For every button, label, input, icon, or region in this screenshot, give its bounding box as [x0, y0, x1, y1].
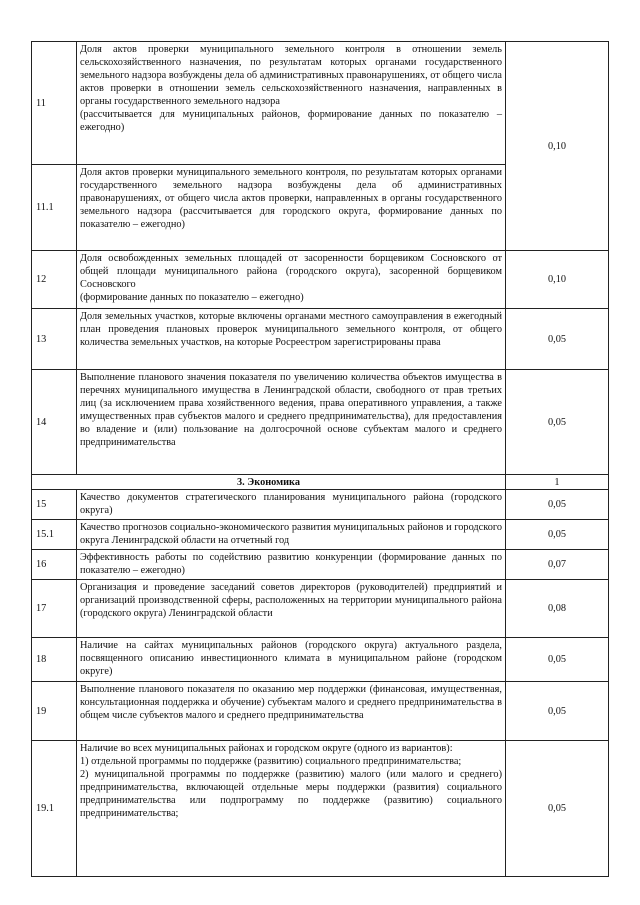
indicator-description: Наличие на сайтах муниципальных районов (городского округа) актуального раздела, посвященного описанию инвестиционного климата в муниципальном районе (городском округе)	[77, 638, 506, 682]
indicator-description: Доля актов проверки муниципального земельного контроля в отношении земель сельскохозяйственного назначения, по результатам которых органами государственного земельного надзора возбуждены дела об административных правонарушениях, от общего числа актов проверки в отношении земель сельскохозяйственного назначения, направленных в органы государственного земельного надзора	[80, 44, 502, 107]
row-number: 17	[32, 580, 77, 638]
indicator-description: Качество прогнозов социально-экономического развития муниципальных районов и городского округа Ленинградской области на отчетный год	[77, 520, 506, 550]
weight-value: 0,05	[506, 741, 609, 877]
indicator-description: Доля земельных участков, которые включены органами местного самоуправления в ежегодный план проведения плановых проверок муниципального земельного контроля, от общего количества земельных участков, на которые Росреестром зарегистрированы права	[77, 309, 506, 370]
row-number: 13	[32, 309, 77, 370]
row-number: 11	[32, 42, 77, 165]
row-number: 19.1	[32, 741, 77, 877]
indicator-note: (формирование данных по показателю – ежегодно)	[80, 292, 304, 303]
indicator-description: Качество документов стратегического планирования муниципального района (городского округа)	[77, 490, 506, 520]
table-row	[32, 370, 609, 475]
indicator-description: Выполнение планового показателя по оказанию мер поддержки (финансовая, имущественная, консультационная поддержка и обучение) субъектам малого и среднего предпринимательства в общем числе субъектов малого и среднего предпринимательства	[77, 682, 506, 741]
indicator-text	[77, 251, 506, 309]
row-number: 15.1	[32, 520, 77, 550]
row-number: 15	[32, 490, 77, 520]
row-number: 16	[32, 550, 77, 580]
row-number: 18	[32, 638, 77, 682]
row-number: 12	[32, 251, 77, 309]
row-number: 14	[32, 370, 77, 475]
weight-value: 0,05	[506, 490, 609, 520]
section-row	[32, 475, 609, 490]
list-item: 2) муниципальной программы по поддержке (развитию) малого (или малого и среднего) предпринимательства, включающей отдельные меры поддержки (развития) социального предпринимательства или подпрограмму по поддержке (развитию) социального предпринимательства;	[80, 769, 502, 819]
indicator-text	[77, 741, 506, 877]
table-row	[32, 490, 609, 520]
weight-value: 0,05	[506, 309, 609, 370]
weight-value: 0,10	[506, 251, 609, 309]
table-row	[32, 309, 609, 370]
row-number: 19	[32, 682, 77, 741]
table-row	[32, 638, 609, 682]
table-row	[32, 741, 609, 877]
weight-value: 0,08	[506, 580, 609, 638]
indicator-description: Эффективность работы по содействию развитию конкуренции (формирование данных по показателю – ежегодно)	[77, 550, 506, 580]
weight-value: 0,05	[506, 682, 609, 741]
indicators-table	[31, 41, 609, 877]
table-row	[32, 251, 609, 309]
weight-value: 0,07	[506, 550, 609, 580]
table-row	[32, 42, 609, 165]
row-number: 11.1	[32, 165, 77, 251]
indicator-description: Наличие во всех муниципальных районах и городском округе (одного из вариантов):	[80, 743, 453, 754]
table-row	[32, 520, 609, 550]
section-weight: 1	[506, 475, 609, 490]
indicator-description: Организация и проведение заседаний советов директоров (руководителей) предприятий и организаций производственной сферы, расположенных на территории муниципального района (городского округа) Ленинградской области	[77, 580, 506, 638]
weight-value: 0,05	[506, 520, 609, 550]
indicator-description: Выполнение планового значения показателя по увеличению количества объектов имущества в перечнях муниципального имущества в Ленинградской области, свободного от прав третьих лиц (за исключением права хозяйственного ведения, права оперативного управления, а также имущественных прав субъектов малого и среднего предпринимательства), для предоставления во владение и (или) пользование на долгосрочной основе субъектам малого и среднего предпринимательства	[77, 370, 506, 475]
indicator-text	[77, 42, 506, 165]
weight-value: 0,05	[506, 370, 609, 475]
indicator-note: (рассчитывается для муниципальных районов, формирование данных по показателю – ежегодно)	[80, 109, 502, 133]
indicator-description: Доля освобожденных земельных площадей от засоренности борщевиком Сосновского от общей площади муниципального района (городского округа), засоренной борщевиком Сосновского	[80, 253, 502, 290]
section-title: 3. Экономика	[32, 475, 506, 490]
weight-value: 0,10	[506, 42, 609, 251]
weight-value: 0,05	[506, 638, 609, 682]
table-row	[32, 682, 609, 741]
table-row	[32, 580, 609, 638]
table-row	[32, 550, 609, 580]
indicator-description: Доля актов проверки муниципального земельного контроля, по результатам которых органами государственного земельного надзора возбуждены дела об административных правонарушениях, от общего числа актов проверки, направленных в органы государственного земельного надзора (рассчитывается для городского округа, формирование данных по показателю – ежегодно)	[77, 165, 506, 251]
list-item: 1) отдельной программы по поддержке (развитию) социального предпринимательства;	[80, 756, 462, 767]
